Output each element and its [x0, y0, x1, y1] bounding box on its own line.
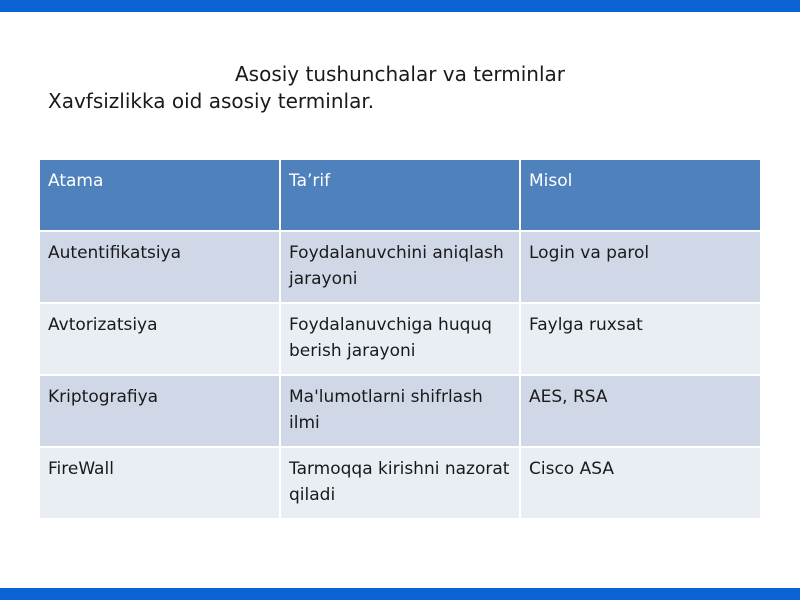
column-header-example: Misol: [520, 160, 760, 231]
cell-term: FireWall: [40, 447, 280, 519]
cell-definition: Ma'lumotlarni shifrlash ilmi: [280, 375, 520, 447]
slide-title: Asosiy tushunchalar va terminlar: [234, 62, 565, 86]
cell-definition: Foydalanuvchiga huquq berish jarayoni: [280, 303, 520, 375]
column-header-definition: Ta’rif: [280, 160, 520, 231]
top-accent-bar: [0, 0, 800, 12]
cell-example: Cisco ASA: [520, 447, 760, 519]
table-row: [40, 303, 760, 375]
cell-term: Kriptografiya: [40, 375, 280, 447]
table-row: [40, 231, 760, 303]
cell-term: Autentifikatsiya: [40, 231, 280, 303]
table-row: [40, 375, 760, 447]
column-header-term: Atama: [40, 160, 280, 231]
cell-definition: Tarmoqqa kirishni nazorat qiladi: [280, 447, 520, 519]
cell-example: Login va parol: [520, 231, 760, 303]
cell-term: Avtorizatsiya: [40, 303, 280, 375]
cell-definition: Foydalanuvchini aniqlash jarayoni: [280, 231, 520, 303]
cell-example: Faylga ruxsat: [520, 303, 760, 375]
terms-table: [40, 160, 760, 520]
cell-example: AES, RSA: [520, 375, 760, 447]
bottom-accent-bar: [0, 588, 800, 600]
slide-subtitle: Xavfsizlikka oid asosiy terminlar.: [48, 89, 375, 113]
table-row: [40, 447, 760, 519]
table-header-row: [40, 160, 760, 231]
